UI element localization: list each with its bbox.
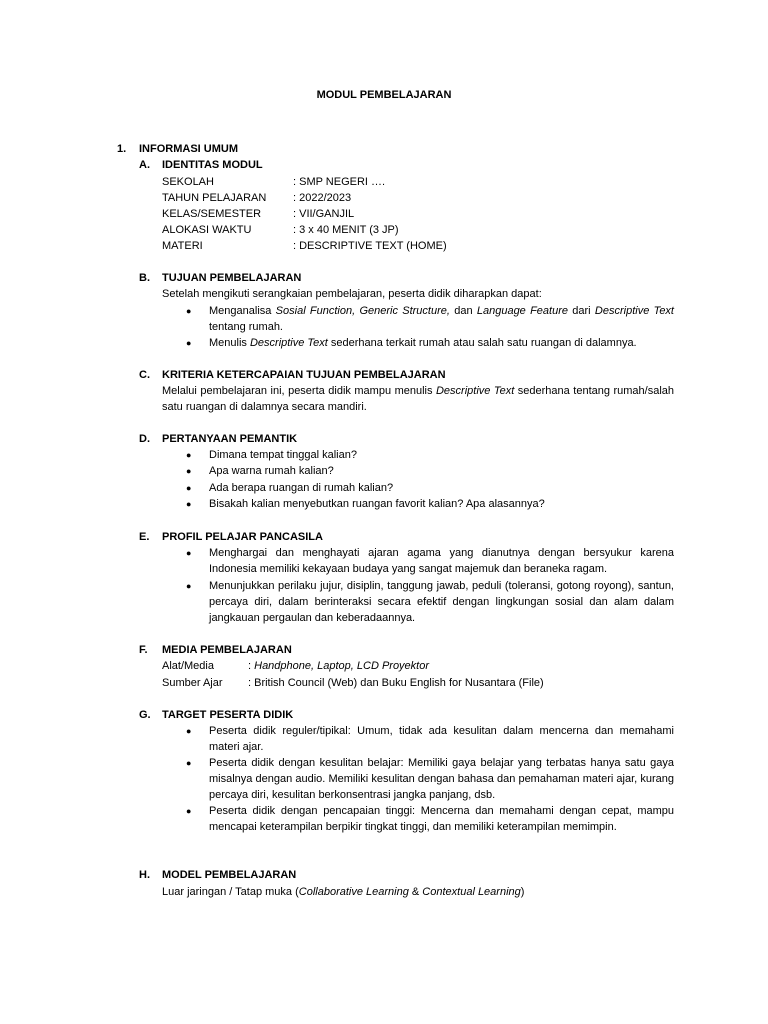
identity-label: MATERI — [162, 240, 203, 252]
identity-label: TAHUN PELAJARAN — [162, 192, 267, 204]
question-item: Dimana tempat tinggal kalian? — [209, 449, 357, 461]
bullet-icon: ● — [186, 466, 192, 476]
section-g-heading: TARGET PESERTA DIDIK — [162, 709, 294, 721]
identity-value: : 3 x 40 MENIT (3 JP) — [293, 224, 399, 236]
identity-label: ALOKASI WAKTU — [162, 224, 252, 236]
target-item: Peserta didik dengan kesulitan belajar: Memiliki gaya belajar yang terbatas hanya satu gaya misalnya dengan audio. Memiliki kesulitan dengan bahasa dan pemahaman materi ajar, kurang percaya diri, kesulitan berkonsentrasi jangka panjang, dsb. — [209, 757, 674, 801]
objective-item: Menulis Descriptive Text sederhana terkait rumah atau salah satu ruangan di dalamnya. — [209, 337, 637, 349]
media-label: Alat/Media — [162, 660, 214, 672]
bullet-icon: ● — [186, 548, 192, 558]
identity-label: KELAS/SEMESTER — [162, 208, 262, 220]
bullet-icon: ● — [186, 306, 192, 316]
question-item: Ada berapa ruangan di rumah kalian? — [209, 482, 394, 494]
question-item: Apa warna rumah kalian? — [209, 465, 334, 477]
bullet-icon: ● — [186, 499, 192, 509]
document-title: MODUL PEMBELAJARAN — [316, 89, 452, 101]
section-d-letter: D. — [139, 433, 150, 445]
criteria-paragraph: Melalui pembelajaran ini, peserta didik mampu menulis Descriptive Text sederhana tentang rumah/salah satu ruangan di dalamnya secara mandiri. — [162, 385, 675, 413]
section-c-letter: C. — [139, 369, 150, 381]
model-paragraph: Luar jaringan / Tatap muka (Collaborative Learning & Contextual Learning) — [162, 886, 525, 898]
identity-value: : VII/GANJIL — [293, 208, 355, 220]
question-item: Bisakah kalian menyebutkan ruangan favorit kalian? Apa alasannya? — [209, 498, 545, 510]
section-f-heading: MEDIA PEMBELAJARAN — [162, 644, 292, 656]
source-value: : British Council (Web) dan Buku English for Nusantara (File) — [248, 677, 544, 689]
section-a-letter: A. — [139, 159, 150, 171]
identity-value: : DESCRIPTIVE TEXT (HOME) — [293, 240, 447, 252]
bullet-icon: ● — [186, 726, 192, 736]
section-b-heading: TUJUAN PEMBELAJARAN — [162, 272, 302, 284]
section-h-heading: MODEL PEMBELAJARAN — [162, 869, 297, 881]
section-1-heading: INFORMASI UMUM — [139, 143, 238, 155]
bullet-icon: ● — [186, 483, 192, 493]
section-h-letter: H. — [139, 869, 150, 881]
bullet-icon: ● — [186, 581, 192, 591]
source-label: Sumber Ajar — [162, 677, 223, 689]
section-e-heading: PROFIL PELAJAR PANCASILA — [162, 531, 323, 543]
section-b-letter: B. — [139, 272, 150, 284]
objective-item: Menganalisa Sosial Function, Generic Structure, dan Language Feature dari Descriptive Text tentang rumah. — [209, 305, 674, 333]
profile-item: Menunjukkan perilaku jujur, disiplin, tanggung jawab, peduli (toleransi, gotong royong), santun, percaya diri, dalam berinteraksi secara efektif dengan lingkungan sosial dan alam dalam jangkauan pergaulan dan keberadaannya. — [209, 580, 674, 624]
identity-value: : SMP NEGERI …. — [293, 176, 386, 188]
identity-label: SEKOLAH — [162, 176, 214, 188]
identity-value: : 2022/2023 — [293, 192, 352, 204]
bullet-icon: ● — [186, 338, 192, 348]
target-item: Peserta didik reguler/tipikal: Umum, tidak ada kesulitan dalam mencerna dan memahami materi ajar. — [209, 725, 674, 753]
section-e-letter: E. — [139, 531, 150, 543]
media-value: : Handphone, Laptop, LCD Proyektor — [248, 660, 430, 672]
section-1-number: 1. — [117, 143, 127, 155]
target-item: Peserta didik dengan pencapaian tinggi: Mencerna dan memahami dengan cepat, mampu mencapai keterampilan berpikir tingkat tinggi, dan memiliki keterampilan memimpin. — [209, 805, 674, 833]
bullet-icon: ● — [186, 806, 192, 816]
section-g-letter: G. — [139, 709, 151, 721]
objective-intro: Setelah mengikuti serangkaian pembelajaran, peserta didik diharapkan dapat: — [162, 288, 542, 300]
bullet-icon: ● — [186, 450, 192, 460]
section-f-letter: F. — [139, 644, 148, 656]
section-c-heading: KRITERIA KETERCAPAIAN TUJUAN PEMBELAJARAN — [162, 369, 446, 381]
bullet-icon: ● — [186, 758, 192, 768]
profile-item: Menghargai dan menghayati ajaran agama yang dianutnya dengan bersyukur karena Indonesia memiliki kekayaan budaya yang sangat majemuk dan beraneka ragam. — [209, 547, 674, 575]
section-a-heading: IDENTITAS MODUL — [162, 159, 263, 171]
section-d-heading: PERTANYAAN PEMANTIK — [162, 433, 298, 445]
